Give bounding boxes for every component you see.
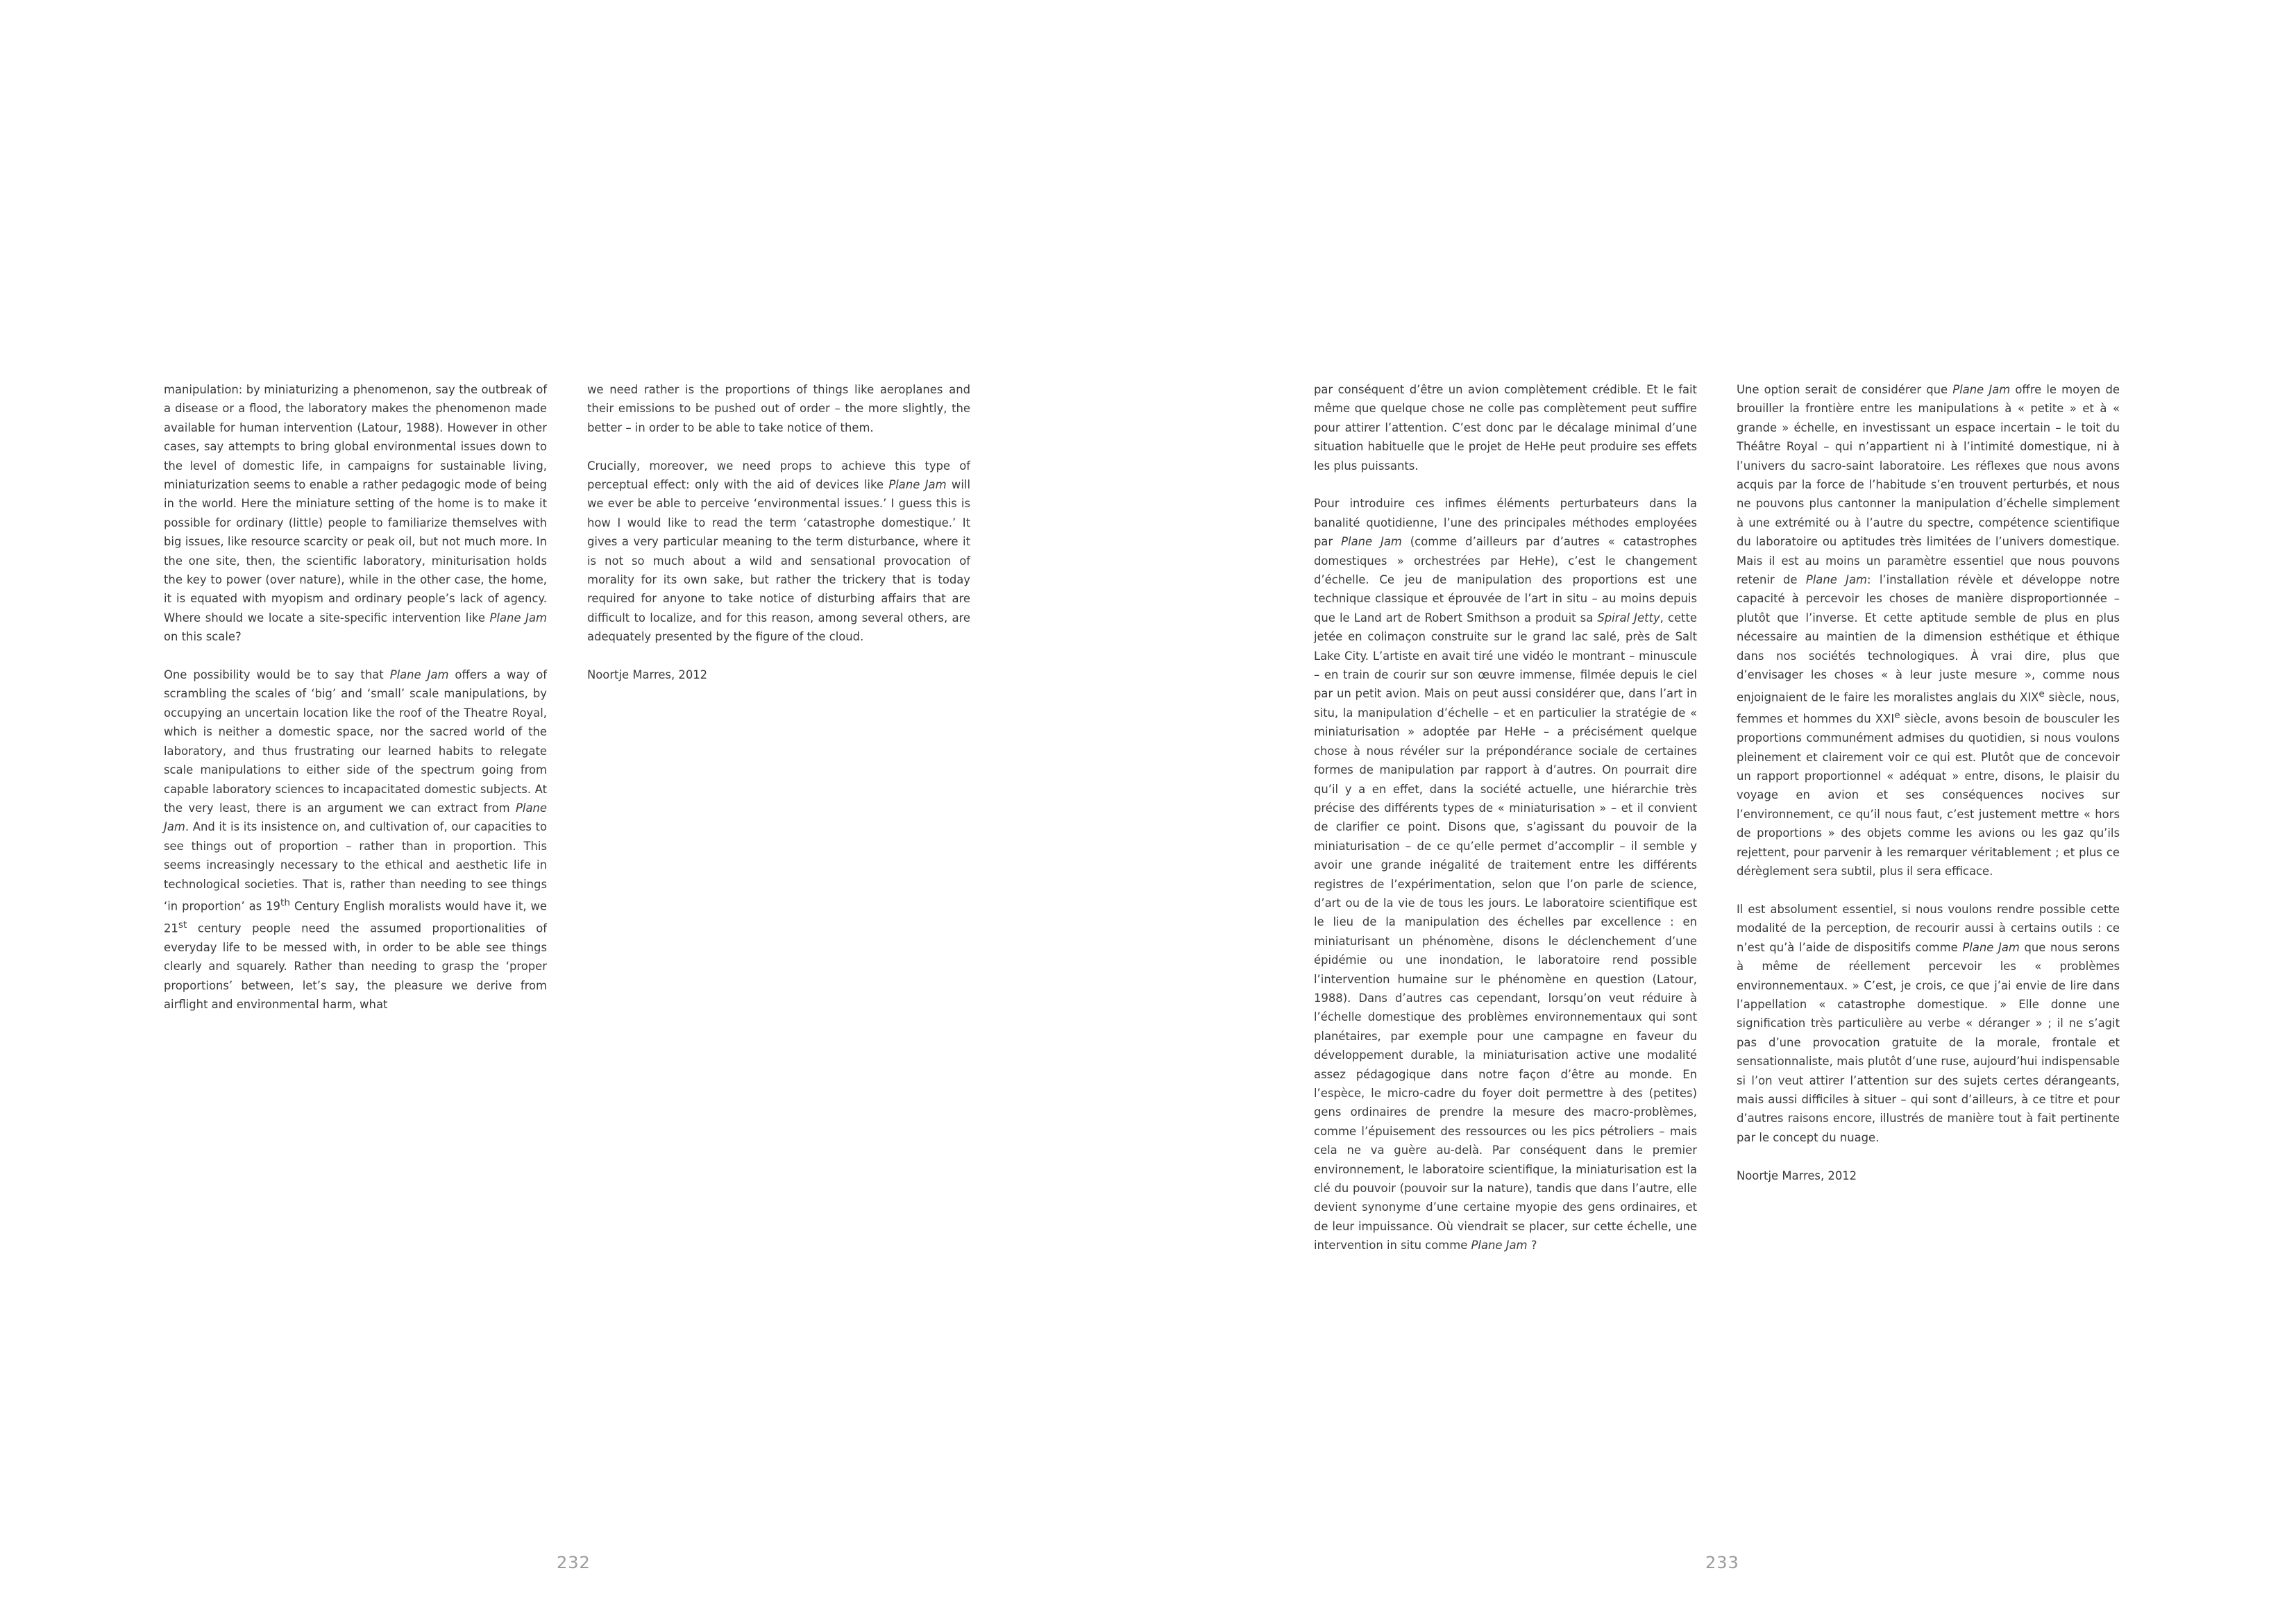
artwork-title: Plane Jam [1952,383,2011,396]
right-page-column-2 [1737,380,2120,1185]
paragraph: Il est absolument essentiel, si nous voulons rendre possible cette modalité de la perception, de recourir aussi à certains outils : ce n’est qu’à l’aide de dispositifs comme Plane Jam que nous serons à même de réellement percevoir les « problèmes environnementaux. » C’est, je crois, ce que j’ai envie de lire dans l’appellation « catastrophe domestique. » Elle donne une signification très particulière au verbe « déranger » ; il ne s’agit pas d’une provocation gratuite de la morale, frontale et sensationnaliste, mais plutôt d’une ruse, aujourd’hui indispensable si l’on veut attirer l’attention sur des sujets certes dérangeants, mais aussi difficiles à situer – qui sont d’ailleurs, à ce titre et pour d’autres raisons encore, illustrés de manière tout à fait pertinente par le concept du nuage. [1737,902,2120,1144]
artwork-title: Spiral Jetty [1597,611,1660,624]
right-page-column-1 [1314,380,1697,1255]
paragraph: Crucially, moreover, we need props to achieve this type of perceptual effect: only with the aid of devices like Plane Jam will we ever be able to perceive ‘environmental issues.’ I guess this is how I would like to read the term ‘catastrophe domestique.’ It gives a very particular meaning to the term disturbance, where it is not so much about a wild and sensational provocation of morality for its own sake, but rather the trickery that is today required for anyone to take notice of disturbing affairs that are difficult to localize, and for this reason, among several others, are adequately presented by the figure of the cloud. [587,459,971,644]
paragraph: Pour introduire ces infimes éléments perturbateurs dans la banalité quotidienne, l’une des principales méthodes employées par Plane Jam (comme d’ailleurs par d’autres « catastrophes domestiques » orchestrées par HeHe), c’est le changement d’échelle. Ce jeu de manipulation des proportions est une technique classique et éprouvée de l’art in situ – au moins depuis que le Land art de Robert Smithson a produit sa Spiral Jetty, cette jetée en colimaçon construite sur le grand lac salé, près de Salt Lake City. L’artiste en avait tiré une vidéo le montrant – minuscule – en train de courir sur son œuvre immense, filmée depuis le ciel par un petit avion. Mais on peut aussi considérer que, dans l’art in situ, la manipulation d’échelle – et en particulier la stratégie de « miniaturisation » adoptée par HeHe – a précisément quelque chose à nous révéler sur la prépondérance sociale de certaines formes de manipulation par rapport à d’autres. On pourrait dire qu’il y a en effet, dans la société actuelle, une hiérarchie très précise des différents types de « miniaturisation » – et il convient de clarifier ce point. Disons que, s’agissant du pouvoir de la miniaturisation – de ce qu’elle permet d’accomplir – il semble y avoir une grande inégalité de traitement entre les différents registres de l’expérimentation, selon que l’on parle de science, d’art ou de la vie de tous les jours. Le laboratoire scientifique est le lieu de la manipulation des échelles par excellence : en miniaturisant un phénomène, disons le déclenchement d’une épidémie ou une inondation, le laboratoire rend possible l’intervention humaine sur le phénomène en question (Latour, 1988). Dans d’autres cas cependant, lorsqu’on veut réduire à l’échelle domestique des problèmes environnementaux qui sont planétaires, par exemple pour une campagne en faveur du développement durable, la miniaturisation active une modalité assez pédagogique dans notre façon d’être au monde. En l’espèce, le micro-cadre du foyer doit permettre à des (petites) gens ordinaires de prendre la mesure des macro-problèmes, comme l’épuisement des ressources ou les pics pétroliers – mais cela ne va guère au-delà. Par conséquent dans le premier environnement, le laboratoire scientifique, la miniaturisation est la clé du pouvoir (pouvoir sur la nature), tandis que dans l’autre, elle devient synonyme d’une certaine myopie des gens ordinaires, et de leur impuissance. Où viendrait se placer, sur cette échelle, une intervention in situ comme Plane Jam ? [1314,497,1697,1252]
left-page-column-1 [164,380,547,1014]
ordinal-suffix: e [2038,688,2045,699]
ordinal-suffix: th [280,897,291,908]
paragraph: One possibility would be to say that Plane Jam offers a way of scrambling the scales of ‘big’ and ‘small’ scale manipulations, by occupying an uncertain location like the roof of the Theatre Royal, which is neither a domestic space, nor the sacred world of the laboratory, and thus frustrating our learned habits to relegate scale manipulations to either side of the spectrum going from capable laboratory sciences to incapacitated domestic subjects. At the very least, there is an argument we can extract from Plane Jam. And it is its insistence on, and cultivation of, our capacities to see things out of proportion – rather than in proportion. This seems increasingly necessary to the ethical and aesthetic life in technological societies. That is, rather than needing to see things ‘in proportion’ as 19th Century English moralists would have it, we 21st century people need the assumed proportionalities of everyday life to be messed with, in order to be able see things clearly and squarely. Rather than needing to grasp the ‘proper proportions’ between, let’s say, the pleasure we derive from airflight and environmental harm, what [164,668,547,1011]
artwork-title: Plane Jam [888,478,947,492]
paragraph: we need rather is the proportions of things like aeroplanes and their emissions to be pushed out of order – the more slightly, the better – in order to be able to take notice of them. [587,383,970,434]
ordinal-suffix: st [178,919,187,931]
artwork-title: Plane Jam [164,801,547,834]
artwork-title: Plane Jam [1341,535,1402,549]
artwork-title: Plane Jam [389,668,449,682]
paragraph: Une option serait de considérer que Plane Jam offre le moyen de brouiller la frontière entre les manipulations à « petite » et à « grande » échelle, en investissant un espace incertain – le toit du Théâtre Royal – qui n’appartient ni à l’intimité domestique, ni à l’univers du sacro-saint laboratoire. Les réflexes que nous avons acquis par la force de l’habitude s’en trouvent perturbés, et nous ne pouvons plus cantonner la manipulation d’échelle simplement à une extrémité ou à l’autre du spectre, compétence scientifique du laboratoire ou aptitudes très limitées de l’univers domestique. Mais il est au moins un paramètre essentiel que nous pouvons retenir de Plane Jam: l’installation révèle et développe notre capacité à percevoir les choses de manière disproportionnée – plutôt que l’inverse. Et cette aptitude semble de plus en plus nécessaire au maintien de la dimension esthétique et éthique dans nos sociétés technologiques. À vrai dire, plus que d’envisager les choses « à leur juste mesure », comme nous enjoignaient de le faire les moralistes anglais du XIXe siècle, nous, femmes et hommes du XXIe siècle, avons besoin de bousculer les proportions communément admises du quotidien, si nous voulons pleinement et clairement voir ce qui est. Plutôt que de concevoir un rapport proportionnel « adéquat » entre, disons, le plaisir du voyage en avion et ses conséquences nocives sur l’environnement, ce qu’il nous faut, c’est justement mettre « hors de proportions » des objets comme les avions ou les gaz qu’ils rejettent, pour parvenir à les remarquer véritablement ; et plus ce dérèglement sera subtil, plus il sera efficace. [1737,383,2120,878]
artwork-title: Plane Jam [489,611,547,624]
artwork-title: Plane Jam [1962,940,2020,954]
artwork-title: Plane Jam [1471,1239,1528,1252]
paragraph: manipulation: by miniaturizing a phenomenon, say the outbreak of a disease or a flood, the laboratory makes the phenomenon made available for human intervention (Latour, 1988). However in other cases, say attempts to bring global environmental issues down to the level of domestic life, in campaigns for sustainable living, miniaturization seems to enable a rather pedagogic mode of being in the world. Here the miniature setting of the home is to make it possible for ordinary (little) people to familiarize themselves with big issues, like resource scarcity or peak oil, but not much more. In the one site, then, the scientific laboratory, miniturisation holds the key to power (over nature), while in the other case, the home, it is equated with myopism and ordinary people’s lack of agency. Where should we locate a site-specific intervention like Plane Jam on this scale? [164,383,547,644]
left-page-column-2 [587,380,970,684]
author-signature: Noortje Marres, 2012 [1737,1169,1857,1182]
page-number-right: 233 [1705,1553,1739,1572]
artwork-title: Plane Jam [1805,573,1867,587]
author-signature: Noortje Marres, 2012 [587,668,708,682]
ordinal-suffix: e [1894,710,1900,722]
paragraph: par conséquent d’être un avion complètement crédible. Et le fait même que quelque chose ne colle pas complètement peut suffire pour attirer l’attention. C’est donc par le décalage minimal d’une situation habituelle que le projet de HeHe peut produire ses effets les plus puissants. [1314,383,1697,473]
page-number-left: 232 [557,1553,591,1572]
